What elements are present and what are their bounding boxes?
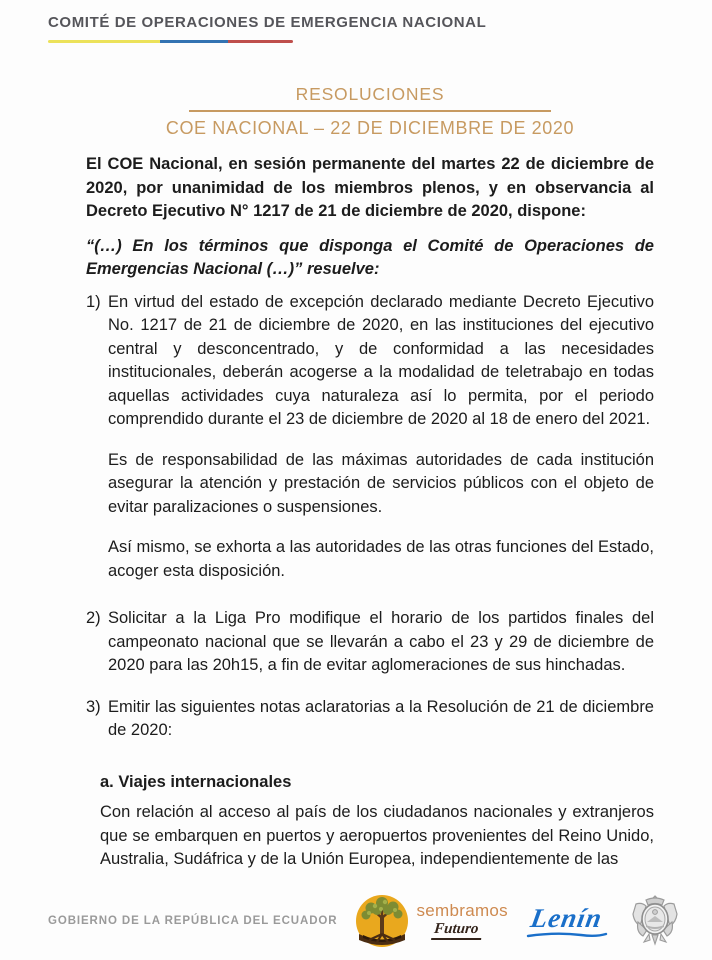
item-body — [108, 607, 654, 678]
flag-blue-segment — [160, 40, 228, 43]
resolution-item-1 — [86, 291, 654, 584]
sembramos-futuro-logo — [355, 894, 508, 948]
sembramos-wordmark — [416, 902, 508, 940]
document-body — [86, 153, 654, 872]
item-body — [108, 291, 654, 584]
document-subtitle: COE NACIONAL – 22 DE DICIEMBRE DE 2020 — [165, 118, 575, 138]
resolution-item-2 — [86, 607, 654, 678]
ecuador-coat-of-arms-icon — [626, 892, 684, 950]
flag-yellow-segment — [48, 40, 160, 43]
item-3-paragraph-1: Emitir las siguientes notas aclaratorias a la Resolución de 21 de diciembre de 2020: — [108, 697, 654, 739]
item-body — [108, 696, 654, 743]
document-footer — [0, 882, 712, 960]
item-number: 3) — [86, 697, 101, 716]
tree-icon — [355, 894, 409, 948]
org-name: COMITÉ DE OPERACIONES DE EMERGENCIA NACIONAL — [48, 14, 487, 31]
lenin-word: Lenín — [528, 903, 606, 933]
item-1-paragraph-3: Así mismo, se exhorta a las autoridades de las otras funciones del Estado, acoger esta disposición. — [108, 538, 654, 580]
quote-paragraph: “(…) En los términos que disponga el Comité de Operaciones de Emergencias Nacional (…)” resuelve: — [86, 236, 654, 278]
item-2-paragraph-1: Solicitar a la Liga Pro modifique el horario de los partidos finales del campeonato nacional que se llevarán a cabo el 23 y 29 de diciembre de 2020 para las 20h15, a fin de evitar aglomeraciones de sus hinchadas. — [108, 609, 654, 674]
subsection-international-travel — [100, 771, 654, 872]
flag-red-segment — [228, 40, 293, 43]
ecuador-flag-bar-icon — [48, 40, 293, 43]
intro-paragraph: El COE Nacional, en sesión permanente del martes 22 de diciembre de 2020, por unanimidad de los miembros plenos, y en observancia al Decreto Ejecutivo N° 1217 de 21 de diciembre de 2020, dispone: — [86, 155, 654, 220]
subsection-paragraph: Con relación al acceso al país de los ciudadanos nacionales y extranjeros que se embarquen en puertos y aeropuertos provenientes del Reino Unido, Australia, Sudáfrica y de la Unión Europea, independientemente de las — [100, 803, 654, 868]
government-label: GOBIERNO DE LA REPÚBLICA DEL ECUADOR — [48, 915, 338, 927]
title-underline — [189, 110, 551, 112]
item-1-paragraph-1: En virtud del estado de excepción declarado mediante Decreto Ejecutivo No. 1217 de 21 de diciembre de 2020, en las instituciones del ejecutivo central y desconcentrado, y de conformidad a las necesidades institucionales, deberán acogerse a la modalidad de teletrabajo en todas aquellas actividades cuya naturaleza así lo permita, por el periodo comprendido durante el 23 de diciembre de 2020 al 18 de enero del 2021. — [108, 292, 654, 428]
item-number: 2) — [86, 609, 101, 627]
subsection-heading: a. Viajes internacionales — [100, 772, 292, 791]
footer-logos — [355, 892, 684, 950]
document-title: RESOLUCIONES — [295, 84, 445, 104]
sembramos-word: sembramos — [416, 901, 508, 920]
document-header — [0, 0, 712, 43]
item-number: 1) — [86, 292, 101, 311]
title-block — [86, 84, 654, 139]
futuro-word: Futuro — [432, 922, 484, 940]
lenin-signature-logo — [526, 903, 608, 939]
item-1-paragraph-2: Es de responsabilidad de las máximas autoridades de cada institución asegurar la atención y prestación de servicios públicos con el objeto de evitar paralizaciones o suspensiones. — [108, 450, 654, 516]
resolution-item-3 — [86, 696, 654, 743]
